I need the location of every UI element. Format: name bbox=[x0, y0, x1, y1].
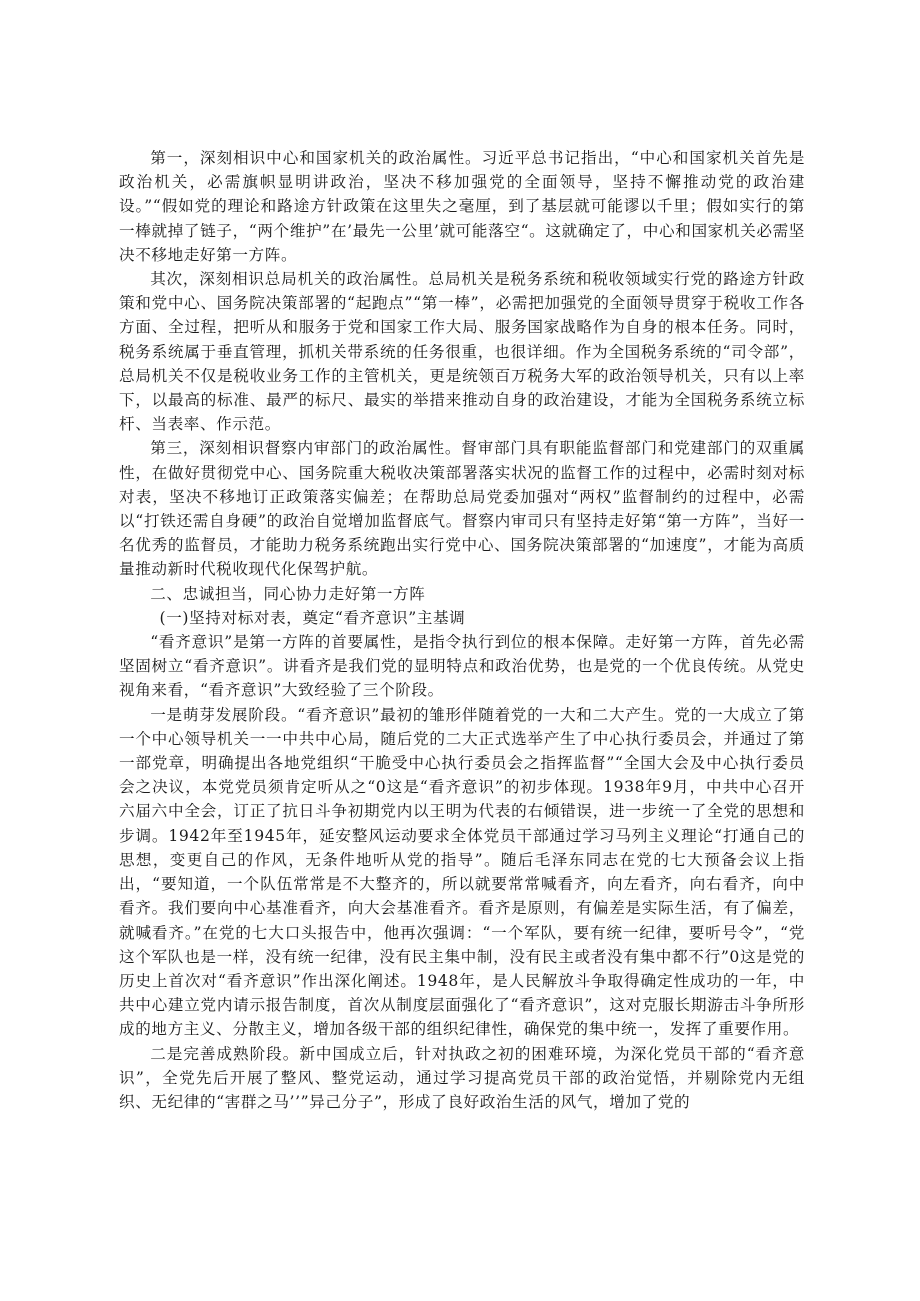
paragraph-third-political-attribute: 第三，深刻相识督察内审部门的政治属性。督审部门具有职能监督部门和党建部门的双重属性，在做好贯彻党中心、国务院重大税收决策部署落实状况的监督工作的过程中，必需时刻对标对表，坚决不移地订正政策落实偏差；在帮助总局党委加强对“两权”监督制约的过程中，必需以“打铁还需自身硬”的政治自觉增加监督底气。督察内审司只有坚持走好第“第一方阵”，当好一名优秀的监督员，才能助力税务系统跑出实行党中心、国务院决策部署的“加速度”，才能为高质量推动新时代税收现代化保驾护航。 bbox=[119, 439, 805, 579]
document-body bbox=[119, 146, 805, 1114]
subsection-heading: (一)坚持对标对表，奠定“看齐意识”主基调 bbox=[159, 608, 466, 627]
paragraph-alignment-awareness: “看齐意识”是第一方阵的首要属性，是指令执行到位的根本保障。走好第一方阵，首先必需坚固树立“看齐意识”。讲看齐是我们党的显明特点和政治优势，也是党的一个优良传统。从党史视角来看，“看齐意识”大致经验了三个阶段。 bbox=[119, 633, 805, 700]
paragraph-germination-stage: 一是萌芽发展阶段。“看齐意识”最初的雏形伴随着党的一大和二大产生。党的一大成立了第一个中心领导机关一一中共中心局，随后党的二大正式选举产生了中心执行委员会，并通过了第一部党章，明确提出各地党组织“干脆受中心执行委员会之指挥监督”“全国大会及中心执行委员会之决议，本党党员须肯定听从之“0这是“看齐意识”的初步体现。1938年9月，中共中心召开六届六中全会，订正了抗日斗争初期党内以王明为代表的右倾错误，进一步统一了全党的思想和步调。1942年至1945年，延安整风运动要求全体党员干部通过学习马列主义理论“打通自己的思想，变更自己的作风，无条件地听从党的指导”。随后毛泽东同志在党的七大预备会议上指出，“要知道，一个队伍常常是不大整齐的，所以就要常常喊看齐，向左看齐，向右看齐，向中看齐。我们要向中心基准看齐，向大会基准看齐。看齐是原则，有偏差是实际生活，有了偏差，就喊看齐。”在党的七大口头报告中，他再次强调：“一个军队，要有统一纪律，要听号令”，“党这个军队也是一样，没有统一纪律，没有民主集中制，没有民主或者没有集中都不行”0这是党的历史上首次对“看齐意识”作出深化阐述。1948年，是人民解放斗争取得确定性成功的一年，中共中心建立党内请示报告制度，首次从制度层面强化了“看齐意识”，这对克服长期游击斗争所形成的地方主义、分散主义，增加各级干部的组织纪律性，确保党的集中统一，发挥了重要作用。 bbox=[119, 705, 805, 1039]
paragraph-second-political-attribute: 其次，深刻相识总局机关的政治属性。总局机关是税务系统和税收领域实行党的路途方针政策和党中心、国务院决策部署的“起跑点”“第一棒”，必需把加强党的全面领导贯穿于税收工作各方面、全过程，把听从和服务于党和国家工作大局、服务国家战略作为自身的根本任务。同时，税务系统属于垂直管理，抓机关带系统的任务很重，也很详细。作为全国税务系统的“司令部”，总局机关不仅是税收业务工作的主管机关，更是统领百万税务大军的政治领导机关，只有以上率下，以最高的标准、最严的标尺、最实的举措来推动自身的政治建设，才能为全国税务系统立标杆、当表率、作示范。 bbox=[119, 270, 805, 434]
paragraph-maturity-stage: 二是完善成熟阶段。新中国成立后，针对执政之初的困难环境，为深化党员干部的“看齐意识”，全党先后开展了整风、整党运动，通过学习提高党员干部的政治觉悟，并剔除党内无组织、无纪律的“害群之马’’”异己分子”，形成了良好政治生活的风气，增加了党的 bbox=[119, 1044, 805, 1111]
section-heading: 二、忠诚担当，同心协力走好第一方阵 bbox=[150, 584, 426, 603]
paragraph-first-political-attribute: 第一，深刻相识中心和国家机关的政治属性。习近平总书记指出，“中心和国家机关首先是政治机关，必需旗帜显明讲政治，坚决不移加强党的全面领导，坚持不懈推动党的政治建设。”“假如党的理论和路途方针政策在这里失之毫厘，到了基层就可能谬以千里；假如实行的第一棒就掉了链子，“两个维护”在’最先一公里’就可能落空“。这就确定了，中心和国家机关必需坚决不移地走好第一方阵。 bbox=[119, 149, 805, 264]
